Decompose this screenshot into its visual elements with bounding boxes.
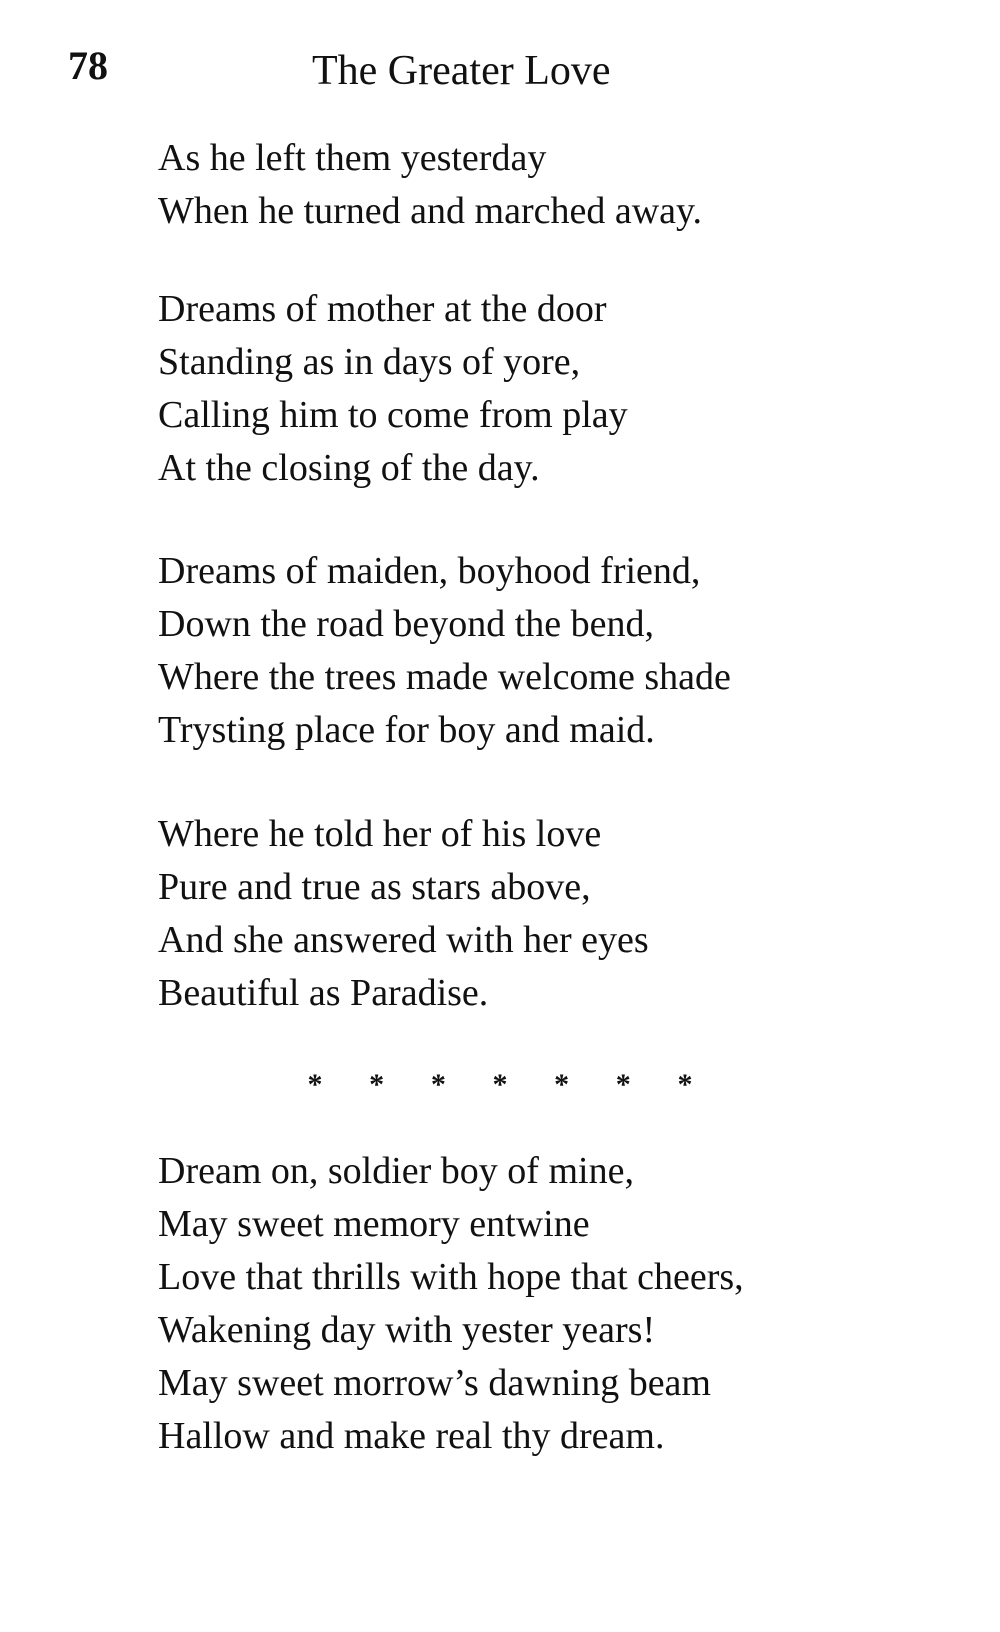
divider-star: * bbox=[369, 1068, 385, 1101]
page-number: 78 bbox=[68, 43, 108, 88]
poem-line: May sweet memory entwine bbox=[158, 1203, 590, 1245]
stanza-2 bbox=[158, 283, 628, 495]
poem-line: When he turned and marched away. bbox=[158, 190, 703, 232]
stanza-1 bbox=[158, 132, 702, 238]
poem-line: Wakening day with yester years! bbox=[158, 1309, 656, 1351]
poem-line: At the closing of the day. bbox=[158, 447, 540, 489]
poem-line: Dreams of maiden, boyhood friend, bbox=[158, 550, 701, 592]
divider-star: * bbox=[492, 1068, 508, 1101]
poem-line: Calling him to come from play bbox=[158, 394, 628, 436]
poem-line: Pure and true as stars above, bbox=[158, 866, 591, 908]
stanza-4 bbox=[158, 808, 649, 1020]
poem-line: May sweet morrow’s dawning beam bbox=[158, 1362, 711, 1404]
poem-line: And she answered with her eyes bbox=[158, 919, 649, 961]
poem-line: Love that thrills with hope that cheers, bbox=[158, 1256, 744, 1298]
poem-line: Beautiful as Paradise. bbox=[158, 972, 489, 1014]
poem-line: Dreams of mother at the door bbox=[158, 288, 607, 330]
poem-line: Hallow and make real thy dream. bbox=[158, 1415, 665, 1457]
stanza-3 bbox=[158, 545, 731, 757]
poem-line: As he left them yesterday bbox=[158, 137, 547, 179]
divider-star: * bbox=[554, 1068, 570, 1101]
section-divider bbox=[300, 1070, 700, 1100]
poem-line: Trysting place for boy and maid. bbox=[158, 709, 655, 751]
poem-line: Dream on, soldier boy of mine, bbox=[158, 1150, 634, 1192]
divider-star: * bbox=[615, 1068, 631, 1101]
poem-line: Where the trees made welcome shade bbox=[158, 656, 731, 698]
divider-star: * bbox=[430, 1068, 446, 1101]
poem-line: Where he told her of his love bbox=[158, 813, 602, 855]
poem-line: Standing as in days of yore, bbox=[158, 341, 581, 383]
poem-line: Down the road beyond the bend, bbox=[158, 603, 654, 645]
running-title: The Greater Love bbox=[312, 48, 611, 94]
final-stanza bbox=[158, 1145, 744, 1463]
divider-star: * bbox=[307, 1068, 323, 1101]
divider-star: * bbox=[677, 1068, 693, 1101]
